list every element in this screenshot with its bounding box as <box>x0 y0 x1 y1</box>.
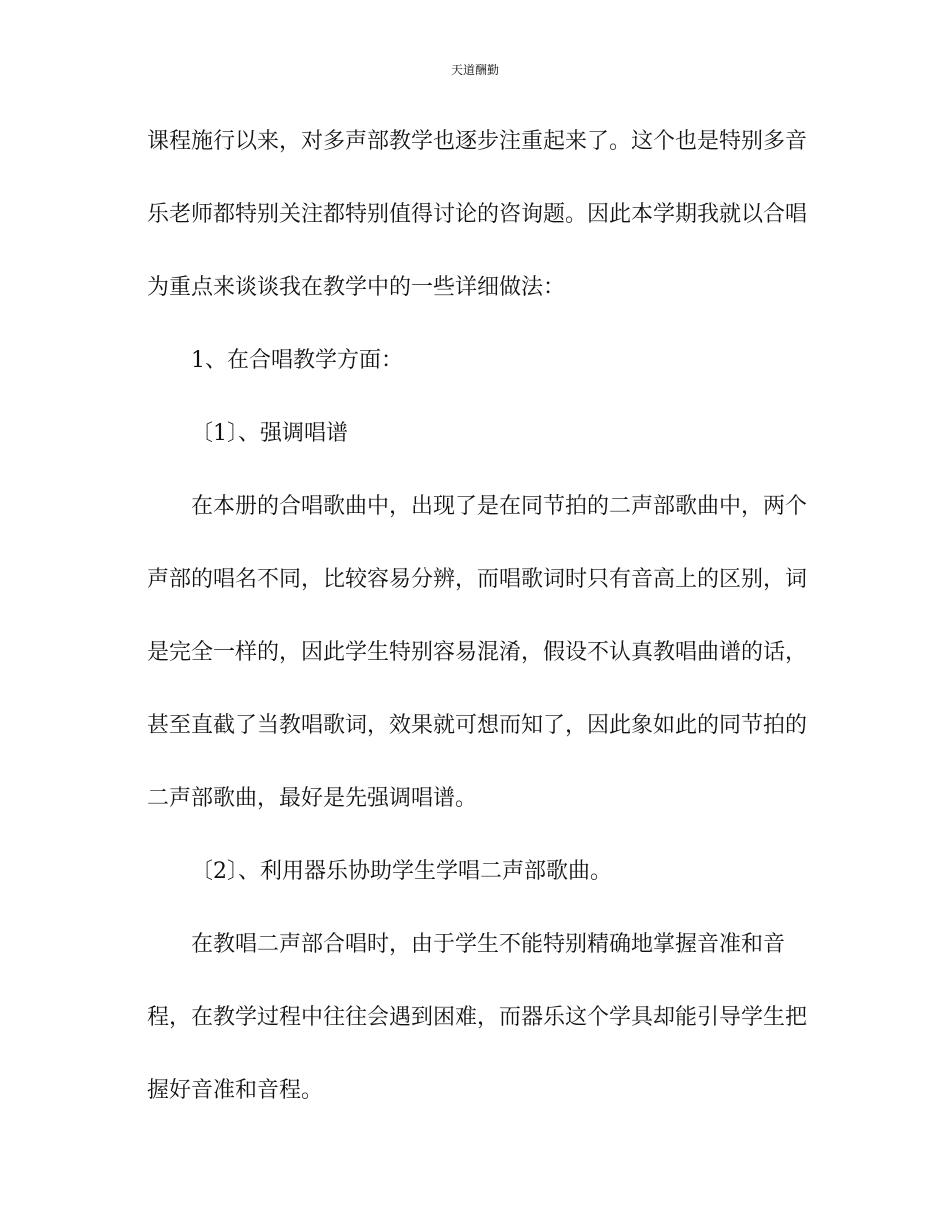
paragraph-line: 乐老师都特别关注都特别值得讨论的咨询题。因此本学期我就以合唱 <box>147 202 808 227</box>
page-header: 天道酬勤 <box>450 63 499 77</box>
paragraph-line: 握好音准和音程。 <box>147 1078 324 1103</box>
paragraph-line: 甚至直截了当教唱歌词，效果就可想而知了，因此象如此的同节拍的 <box>147 713 808 738</box>
subsection-heading: 〔1〕、强调唱谱 <box>191 421 348 446</box>
paragraph-line: 在本册的合唱歌曲中，出现了是在同节拍的二声部歌曲中，两个 <box>191 494 808 519</box>
subsection-heading: 〔2〕、利用器乐协助学生学唱二声部歌曲。 <box>191 859 612 884</box>
paragraph-line: 程，在教学过程中往往会遇到困难，而器乐这个学具却能引导学生把 <box>147 1005 808 1030</box>
paragraph-line: 为重点来谈谈我在教学中的一些详细做法： <box>147 275 566 300</box>
section-heading: 1、在合唱教学方面： <box>191 348 403 373</box>
paragraph-line: 二声部歌曲，最好是先强调唱谱。 <box>147 786 478 811</box>
paragraph-line: 是完全一样的，因此学生特别容易混淆，假设不认真教唱曲谱的话， <box>147 640 808 665</box>
paragraph-line: 课程施行以来，对多声部教学也逐步注重起来了。这个也是特别多音 <box>147 129 808 154</box>
paragraph-line: 在教唱二声部合唱时，由于学生不能特别精确地掌握音准和音 <box>191 932 786 957</box>
paragraph-line: 声部的唱名不同，比较容易分辨，而唱歌词时只有音高上的区别，词 <box>147 567 808 592</box>
